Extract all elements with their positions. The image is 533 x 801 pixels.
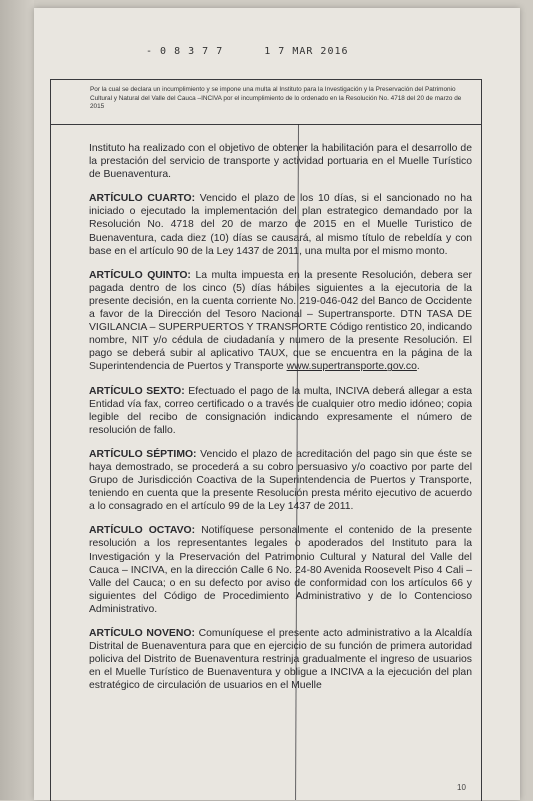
article-heading: ARTÍCULO QUINTO: [89,269,191,281]
article-cuarto [89,192,472,257]
paragraph-text: Instituto ha realizado con el objetivo de obtener la habilitación para el desarrollo de la prestación del servicio de transporte y actividad portuaria en el Muelle Turístico de Buenaventura. [89,143,472,181]
article-text: Notifíquese personalmente el contenido de la presente resolución a los representantes legales o apoderados del Instituto para la Investigación y la Preservación del Patrimonio Cultural y Natural del Valle del Cauca – INCIVA, en la dirección Calle 6 No. 24-80 Avenida Roosevelt Piso 4 Cali – Valle del Cauca; o en su defecto por aviso de conformidad con los artículos 66 y siguientes del Código de Procedimiento Administrativo y de lo Contencioso Administrativo. [89,525,473,615]
resolution-date: 1 7 MAR 2016 [264,46,349,57]
document-body [89,142,472,703]
article-heading: ARTÍCULO CUARTO: [89,193,196,205]
paragraph-intro [89,142,472,181]
page-background-edge [0,0,34,800]
article-text: Comuníquese el presente acto administrativo a la Alcaldía Distrital de Buenaventura para que en ejercicio de su función de primera autoridad policiva del Distrito de Buenaventura restrinja gradualmente el ingreso de usuarios en el Muelle Turístico de Buenaventura y obligue a INCIVA a la ejecución del plan estratégico de circulación de usuarios en el Muelle [89,628,472,692]
article-sexto [89,385,472,437]
document-header [146,46,383,57]
resolution-number: - 0 8 3 7 7 [146,46,224,57]
article-heading: ARTÍCULO SEXTO: [89,385,185,397]
supertransporte-link[interactable]: www.supertransporte.gov.co [286,361,417,373]
subject-divider [50,124,481,125]
article-noveno [89,627,472,692]
article-octavo [89,524,472,616]
page-number: 10 [457,783,466,792]
article-heading: ARTÍCULO NOVENO: [89,628,195,639]
article-text: Vencido el plazo de acreditación del pago sin que éste se haya demostrado, se procederá a su cobro persuasivo y/o coactivo por parte del Grupo de Jurisdicción Coactiva de la Superintendencia de Puertos y Transporte, teniendo en cuenta que la presente Resolución presta mérito ejecutivo de acuerdo a lo consagrado en el artículo 99 de la Ley 1437 de 2011. [89,448,473,513]
article-quinto [89,269,472,374]
article-text: Efectuado el pago de la multa, INCIVA deberá allegar a esta Entidad vía fax, correo certificado o a través de cualquier otro medio idóneo; copia legible del recibo de consignación indicando expresamente el número de resolución de fallo. [89,385,473,436]
article-text-end: . [416,361,420,373]
article-heading: ARTÍCULO OCTAVO: [89,525,196,537]
article-text: La multa impuesta en la presente Resolución, debera ser pagada dentro de los cinco (5) días hábiles siguientes a la ejecutoria de la presente decisión, en la cuenta corriente No. 219-046-042 del Banco de Occidente a favor de la Dirección del Tesoro Nacional – Supertransporte. DTN TASA DE VIGILANCIA – SUPERPUERTOS Y TRANSPORTE Código rentistico 20, indicando nombre, NIT y/o cédula de ciudadanía y numero de la presente Resolución. El pago se deberá subir al aplicativo TAUX, que se encuentra en la página de la Superintendencia de Puertos y Transporte [89,269,472,373]
article-septimo [89,448,472,513]
article-text: Vencido el plazo de los 10 días, si el sancionado no ha iniciado o ejecutado la implementación del plan estrategico demandado por la Resolución No. 4718 del 20 de marzo de 2015 en el Muelle Turistico de Buenaventura, cada diez (10) días se causará, al mismo título de rebeldía y con base en el artículo 90 de la Ley 1437 de 2011, una multa por el mismo monto. [89,193,472,257]
article-heading: ARTÍCULO SÉPTIMO: [89,448,197,460]
resolution-subject: Por la cual se declara un incumplimiento y se impone una multa al Instituto para la Investigación y la Preservación del Patrimonio Cultural y Natural del Valle del Cauca –INCIVA por el incumplimiento de lo ordenado en la Resolución No. 4718 del 20 de marzo de 2015 [90,86,462,111]
